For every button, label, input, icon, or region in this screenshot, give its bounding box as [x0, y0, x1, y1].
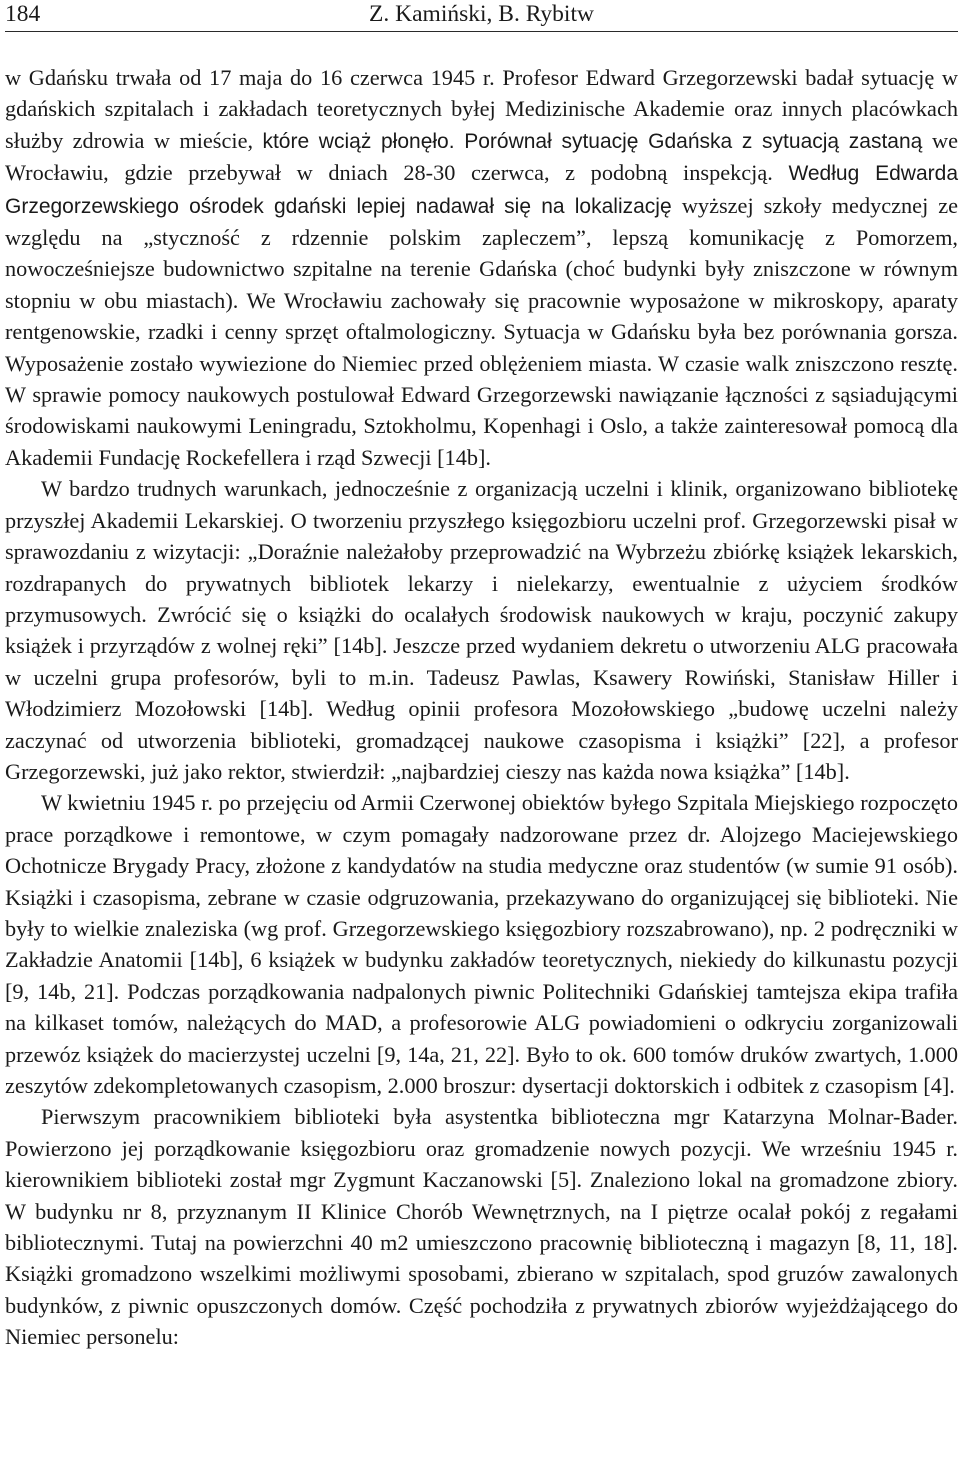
running-head: Z. Kamiński, B. Rybitw [369, 1, 594, 27]
paragraph [5, 1101, 958, 1352]
page-header [5, 0, 958, 34]
header-rule [5, 31, 958, 32]
text-segment: w Gdańsku trwała od 17 maja do 16 czerwca 1945 r. Profesor Edward Grzegorzewski badał sytuację w gdańskich szpitalach i zakładach teoretycznych byłej Medizinische Akademie oraz innych placówkach służby zdrowia w mieście, [5, 65, 958, 153]
paragraph [5, 62, 958, 473]
body-text [5, 62, 958, 1353]
paragraph [5, 473, 958, 787]
text-segment: Według Edwarda Grzegorzewskiego ośrodek gdański lepiej nadawał się na lokalizację [5, 162, 958, 218]
text-segment: W bardzo trudnych warunkach, jednocześnie z organizacją uczelni i klinik, organizowano bibliotekę przyszłej Akademii Lekarskiej. O tworzeniu przyszłego księgozbioru uczelni prof. Grzegorzewski pisał w sprawozdaniu z wizytacji: „Doraźnie należałoby przeprowadzić na Wybrzeżu zbiórkę książek lekarskich, rozdrapanych do prywatnych bibliotek lekarzy i nielekarzy, ewentualnie z użyciem środków przymusowych. Zwrócić się o książki do ocalałych środowisk naukowych w kraju, poczynić zakupy książek i przyrządów z wolnej ręki” [14b]. Jeszcze przed wydaniem dekretu o utworzeniu ALG pracowała w uczelni grupa profesorów, byli to m.in. Tadeusz Pawlas, Ksawery Rowiński, Stanisław Hiller i Włodzimierz Mozołowski [14b]. Według opinii profesora Mozołowskiego „budowę uczelni należy zaczynać od utworzenia biblioteki, gromadzącej naukowe czasopisma i książki” [22], a profesor Grzegorzewski, już jako rektor, stwierdził: „najbardziej cieszy nas każda nowa książka” [14b]. [5, 476, 958, 784]
text-segment: które wciąż płonęło. Porównał sytuację Gdańska z sytuacją zastaną [262, 129, 932, 153]
paragraph [5, 787, 958, 1101]
text-segment: wyższej szkoły medycznej ze względu na „styczność z rdzennie polskim zapleczem”, lepszą komunikację z Pomorzem, nowocześniejsze budownictwo szpitalne na terenie Gdańska (choć budynki były zniszczone w równym stopniu w obu miastach). We Wrocławiu zachowały się pracownie wyposażone w mikroskopy, aparaty rentgenowskie, rzadki i cenny sprzęt oftalmologiczny. Sytuacja w Gdańsku była bez porównania gorsza. Wyposażenie zostało wywiezione do Niemiec przed oblężeniem miasta. W czasie walk zniszczono resztę. W sprawie pomocy naukowych postulował Edward Grzegorzewski nawiązanie łączności z sąsiadującymi środowiskami naukowymi Leningradu, Sztokholmu, Kopenhagi i Oslo, a także zainteresował pomocą dla Akademii Fundację Rockefellera i rząd Szwecji [14b]. [5, 192, 958, 470]
text-segment: we Wrocławiu, gdzie przebywał w dniach 28-30 czerwca, z podobną inspekcją. [5, 127, 958, 186]
text-segment: W kwietniu 1945 r. po przejęciu od Armii Czerwonej obiektów byłego Szpitala Miejskiego rozpoczęto prace porządkowe i remontowe, w czym pomagały nadzorowane przez dr. Alojzego Maciejewskiego Ochotnicze Brygady Pracy, złożone z kandydatów na studia medyczne oraz studentów (w sumie 91 osób). Książki i czasopisma, zebrane w czasie odgruzowania, przekazywano do organizującej się biblioteki. Nie były to wielkie znaleziska (wg prof. Grzegorzewskiego księgozbiory rozszabrowano), np. 2 podręczniki w Zakładzie Anatomii [14b], 6 książek w budynku zakładów teoretycznych, niekiedy do kilkunastu pozycji [9, 14b, 21]. Podczas porządkowania nadpalonych piwnic Politechniki Gdańskiej tamtejsza ekipa trafiła na kilkaset tomów, należących do MAD, a profesorowie ALG powiadomieni o odkryciu zorganizowali przewóz książek do macierzystej uczelni [9, 14a, 21, 22]. Było to ok. 600 tomów druków zwartych, 1.000 zeszytów zdekompletowanych czasopism, 2.000 broszur: dysertacji doktorskich i odbitek z czasopism [4]. [5, 790, 958, 1098]
text-segment: Pierwszym pracownikiem biblioteki była asystentka biblioteczna mgr Katarzyna Molnar-Bader. Powierzono jej porządkowanie księgozbioru oraz gromadzenie nowych pozycji. We wrześniu 1945 r. kierownikiem biblioteki został mgr Zygmunt Kaczanowski [5]. Znaleziono lokal na gromadzone zbiory. W budynku nr 8, przyznanym II Klinice Chorób Wewnętrznych, na I piętrze ocalał pokój z regałami bibliotecznymi. Tutaj na powierzchni 40 m2 umieszczono pracownię biblioteczną i magazyn [8, 11, 18]. Książki gromadzono wszelkimi możliwymi sposobami, zbierano w szpitalach, spod gruzów zawalonych budynków, z piwnic opuszczonych domów. Część pochodziła z prywatnych zbiorów wyjeżdżającego do Niemiec personelu: [5, 1104, 958, 1350]
page-number: 184 [5, 1, 41, 27]
